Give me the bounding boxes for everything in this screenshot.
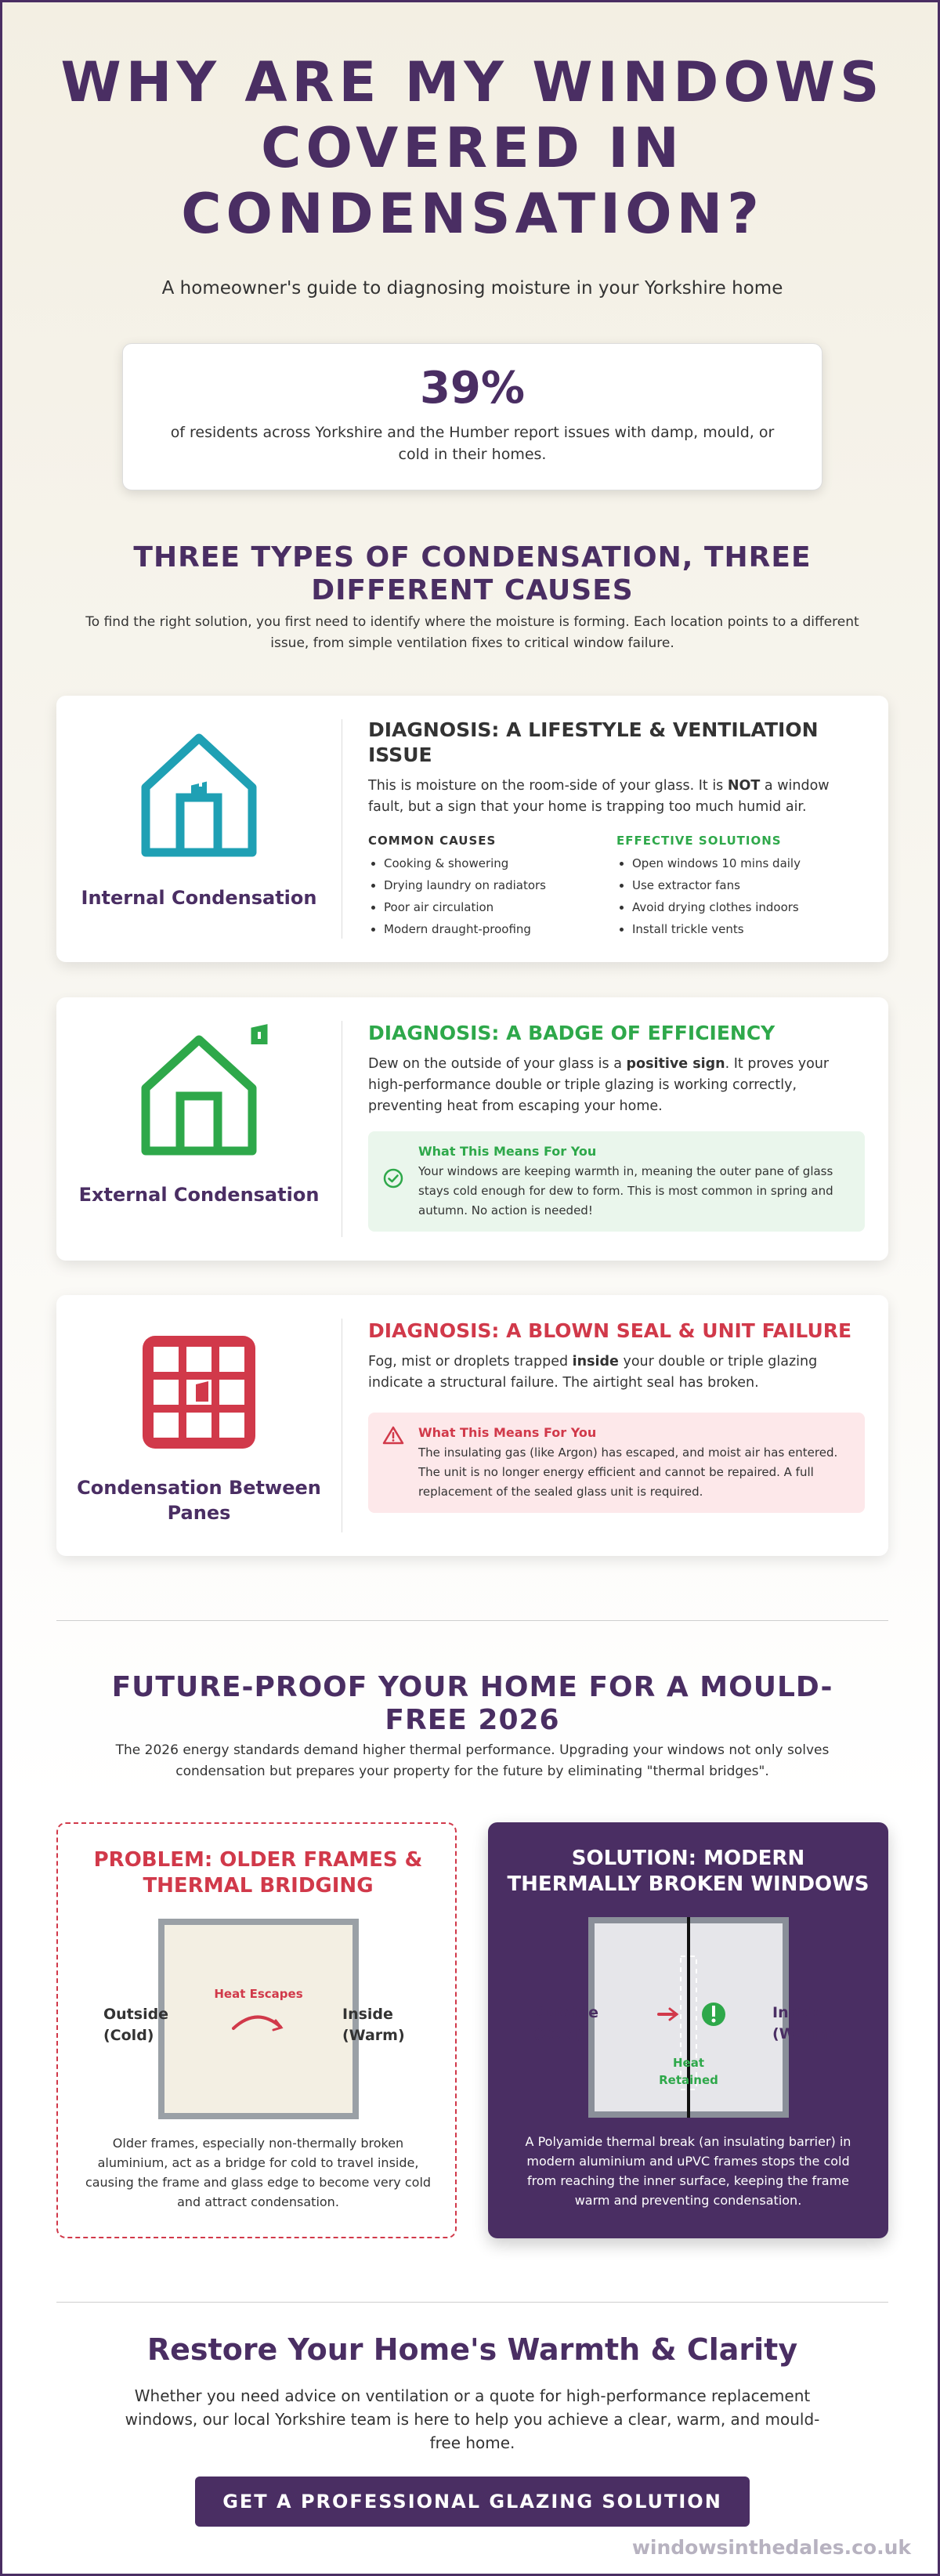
types-section-title: THREE TYPES OF CONDENSATION, THREE DIFFERENT CAUSES: [133, 541, 812, 606]
list-item: • Modern draught-proofing: [384, 918, 616, 940]
what-this-means-callout: [368, 1413, 865, 1513]
diagnosis-text-bold: positive sign: [626, 1056, 725, 1072]
heat-escapes-label: Heat Escapes: [214, 1987, 303, 2001]
diagnosis-text-part: Fog, mist or droplets trapped: [368, 1354, 573, 1369]
card-left: [56, 696, 342, 962]
list-item: • Use extractor fans: [632, 874, 865, 896]
solution-title: SOLUTION: MODERN THERMALLY BROKEN WINDOWS: [507, 1847, 870, 1896]
callout-text: The insulating gas (like Argon) has escaped, and moist air has entered. The unit is no longer energy efficient and cannot be repaired. A full replacement of the sealed glass unit is required.: [418, 1445, 838, 1499]
diagnosis-text-part: Dew on the outside of your glass is a: [368, 1056, 627, 1072]
callout-heading: What This Means For You: [418, 1144, 597, 1159]
causes-solutions: [368, 834, 865, 940]
list-item: • Avoid drying clothes indoors: [632, 896, 865, 918]
footer-url[interactable]: windowsinthedales.co.uk: [631, 2536, 911, 2559]
callout-text: Your windows are keeping warmth in, meaning the outer pane of glass stays cold enough for dew to form. This is most common in spring and autumn. No action is needed!: [418, 1164, 833, 1217]
inside-label: Inside (Warm): [772, 2004, 835, 2042]
cta-text: Whether you need advice on ventilation or a quote for high-performance replacement windows, our local Yorkshire team is here to help you achieve a clear, warm, and mould-free home.: [125, 2386, 820, 2452]
house-badge-icon: [136, 1024, 269, 1159]
common-causes-list: [368, 852, 616, 940]
problem-panel: [56, 1822, 457, 2238]
diagnosis-text-part: This is moisture on the room-side of your glass. It is: [368, 778, 728, 794]
section-divider: [56, 2302, 888, 2303]
internal-condensation-card: [56, 696, 888, 962]
stat-text: of residents across Yorkshire and the Humber report issues with damp, mould, or cold in their homes.: [170, 424, 775, 463]
outside-label: Outside (Cold): [533, 2004, 599, 2042]
diagnosis-text-part: your double or triple glazing indicate a structural failure. The airtight seal has broken.: [368, 1354, 818, 1391]
window-grid-icon: [136, 1330, 262, 1455]
diagnosis-text-bold: inside: [572, 1354, 619, 1369]
diagnosis-title: DIAGNOSIS: A LIFESTYLE & VENTILATION ISSUE: [368, 718, 819, 766]
warning-triangle-icon: [382, 1425, 404, 1445]
card-content: [368, 1319, 865, 1513]
list-item: • Install trickle vents: [632, 918, 865, 940]
solution-panel: [488, 1822, 888, 2238]
page-subtitle: A homeowner's guide to diagnosing moisture in your Yorkshire home: [161, 278, 783, 298]
diagnosis-text-part: a window fault, but a sign that your home is trapping too much humid air.: [368, 778, 830, 815]
card-label: External Condensation: [78, 1184, 320, 1206]
common-causes-heading: COMMON CAUSES: [368, 834, 497, 848]
page-title: WHY ARE MY WINDOWS COVERED IN CONDENSATION?: [60, 50, 884, 246]
problem-title: PROBLEM: OLDER FRAMES & THERMAL BRIDGING: [93, 1848, 423, 1898]
effective-solutions-heading: EFFECTIVE SOLUTIONS: [616, 834, 782, 848]
diagnosis-title: DIAGNOSIS: A BADGE OF EFFICIENCY: [368, 1022, 776, 1044]
inside-label: Inside (Warm): [342, 2006, 405, 2044]
effective-solutions-list: [616, 852, 865, 940]
diagnosis-title: DIAGNOSIS: A BLOWN SEAL & UNIT FAILURE: [368, 1319, 852, 1342]
card-content: [368, 718, 865, 940]
types-section-description: To find the right solution, you first need to identify where the moisture is forming. Each location points to a different issue, from simple ventilation fixes to critical window failure.: [85, 614, 859, 651]
outside-label: Outside (Cold): [103, 2006, 169, 2044]
diagnosis-text: [368, 1351, 865, 1394]
future-section-description: The 2026 energy standards demand higher thermal performance. Upgrading your windows not only solves condensation but prepares your property for the future by eliminating "thermal bridges".: [115, 1742, 830, 1779]
check-circle-icon: [382, 1167, 404, 1189]
diagnosis-text-bold: NOT: [727, 778, 761, 794]
section-divider: [56, 1620, 888, 1621]
list-item: • Open windows 10 mins daily: [632, 852, 865, 874]
diagnosis-text-part: . It proves your high-performance double or triple glazing is working correctly, preventing heat from escaping your home.: [368, 1056, 830, 1114]
card-label: Internal Condensation: [81, 887, 317, 909]
card-left: [56, 1295, 342, 1556]
list-item: • Drying laundry on radiators: [384, 874, 616, 896]
heat-retained-label: Heat Retained: [659, 2056, 718, 2087]
house-door-icon: [136, 729, 262, 862]
problem-text: Older frames, especially non-thermally broken aluminium, act as a bridge for cold to travel inside, causing the frame and glass edge to become very cold and attract condensation.: [85, 2136, 432, 2209]
effective-solutions: [616, 834, 865, 940]
cta-title: Restore Your Home's Warmth & Clarity: [146, 2332, 798, 2367]
get-glazing-solution-button[interactable]: GET A PROFESSIONAL GLAZING SOLUTION: [195, 2477, 750, 2527]
callout-heading: What This Means For You: [418, 1425, 597, 1440]
list-item: • Poor air circulation: [384, 896, 616, 918]
diagnosis-text: [368, 1054, 865, 1117]
solution-text: A Polyamide thermal break (an insulating barrier) in modern aluminium and uPVC frames stops the cold from reaching the inner surface, keeping the frame warm and preventing condensation.: [525, 2134, 851, 2208]
card-content: [368, 1021, 865, 1232]
diagnosis-text: [368, 776, 865, 818]
stat-value: 39%: [419, 363, 526, 414]
what-this-means-callout: [368, 1131, 865, 1232]
common-causes: [368, 834, 616, 940]
between-panes-condensation-card: [56, 1295, 888, 1556]
card-label: Condensation Between Panes: [77, 1477, 321, 1524]
stat-box: [122, 343, 822, 490]
list-item: • Cooking & showering: [384, 852, 616, 874]
external-condensation-card: [56, 997, 888, 1261]
card-left: [56, 997, 342, 1261]
future-section-title: FUTURE-PROOF YOUR HOME FOR A MOULD-FREE 2026: [111, 1671, 833, 1736]
